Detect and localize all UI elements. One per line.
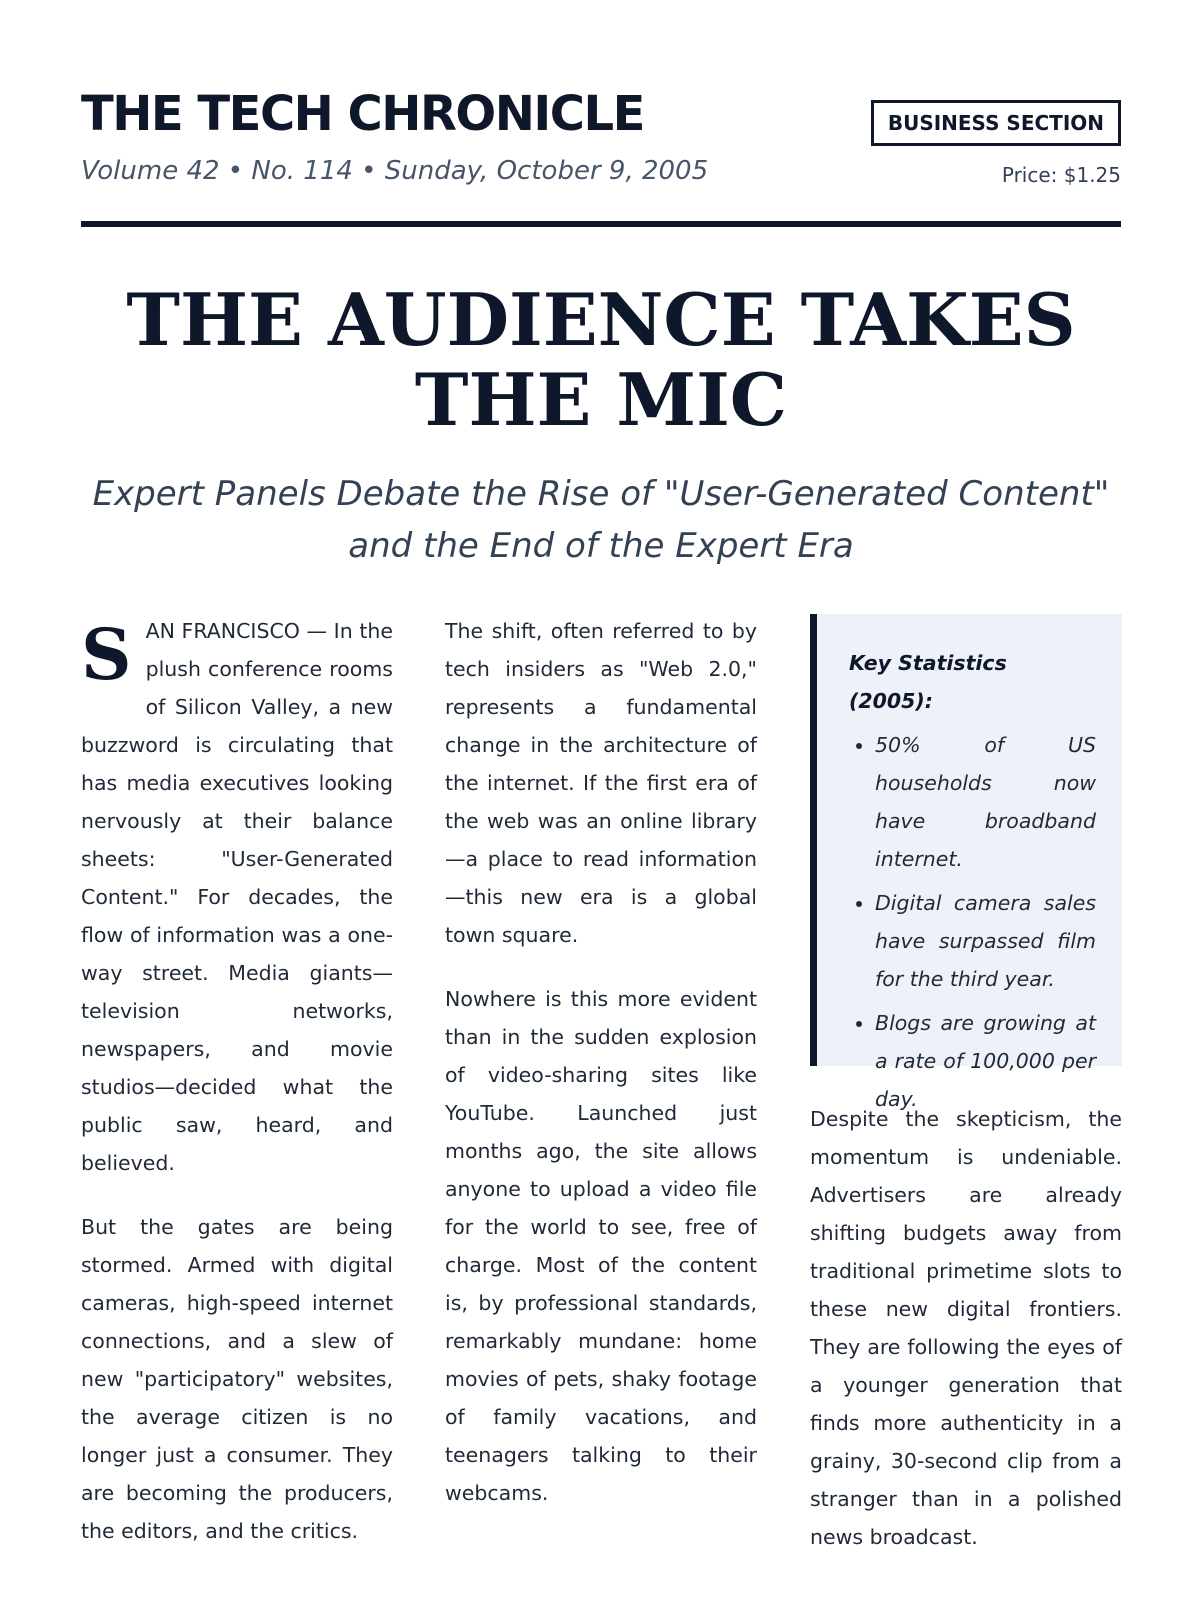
article-paragraph: But the gates are being stormed. Armed with digital cameras, high-speed internet connections, and a slew of new "participatory" websites, the average citizen is no longer just a consumer. They are becoming the producers, the editors, and the critics. [81,1215,393,1543]
price: Price: $1.25 [1001,163,1121,187]
stats-item: • Blogs are growing at a rate of 100,000 per day. [875,1004,1096,1118]
article-column-2 [445,612,757,1538]
paragraph-text: AN FRANCISCO — In the plush conference rooms of Silicon Valley, a new buzzword is circulating that has media executives looking nervously at their balance sheets: "User-Generated Content." For decades, the flow of information was a one-way street. Media giants—television networks, newspapers, and movie studios—decided what the public saw, heard, and believed. [81,619,393,1175]
stats-title: Key Statistics (2005): [849,651,1007,713]
stats-item: • 50% of US households now have broadband internet. [875,726,1096,878]
masthead [81,86,1121,226]
drop-cap: S [81,613,132,696]
article-paragraph: Despite the skepticism, the momentum is undeniable. Advertisers are already shifting budgets away from traditional primetime slots to these new digital frontiers. They are following the eyes of a younger generation that finds more authenticity in a grainy, 30-second clip from a stranger than in a polished news broadcast. [810,1107,1122,1549]
section-tag: BUSINESS SECTION [871,100,1121,146]
article-paragraph: The shift, often referred to by tech insiders as "Web 2.0," represents a fundamental change in the architecture of the internet. If the first era of the web was an online library—a place to read information—this new era is a global town square. [445,619,757,947]
article-column-1 [81,612,393,1576]
subhead: Expert Panels Debate the Rise of "User-Generated Content" and the End of the Expert Era [92,474,1110,566]
stats-list [849,726,1096,1118]
article-paragraph: Nowhere is this more evident than in the sudden explosion of video-sharing sites like YouTube. Launched just months ago, the site allows anyone to upload a video file for the world to see, free of charge. Most of the content is, by professional standards, remarkably mundane: home movies of pets, shaky footage of family vacations, and teenagers talking to their webcams. [445,987,757,1505]
issue-line: Volume 42 • No. 114 • Sunday, October 9, 2005 [81,156,709,186]
article-column-3 [810,1100,1122,1582]
headline: THE AUDIENCE TAKES THE MIC [126,277,1076,442]
paper-name: THE TECH CHRONICLE [81,86,644,142]
masthead-rule [81,221,1121,227]
stats-item: • Digital camera sales have surpassed film for the third year. [875,884,1096,998]
article-paragraph [81,612,393,1182]
key-statistics-box [810,614,1122,1111]
